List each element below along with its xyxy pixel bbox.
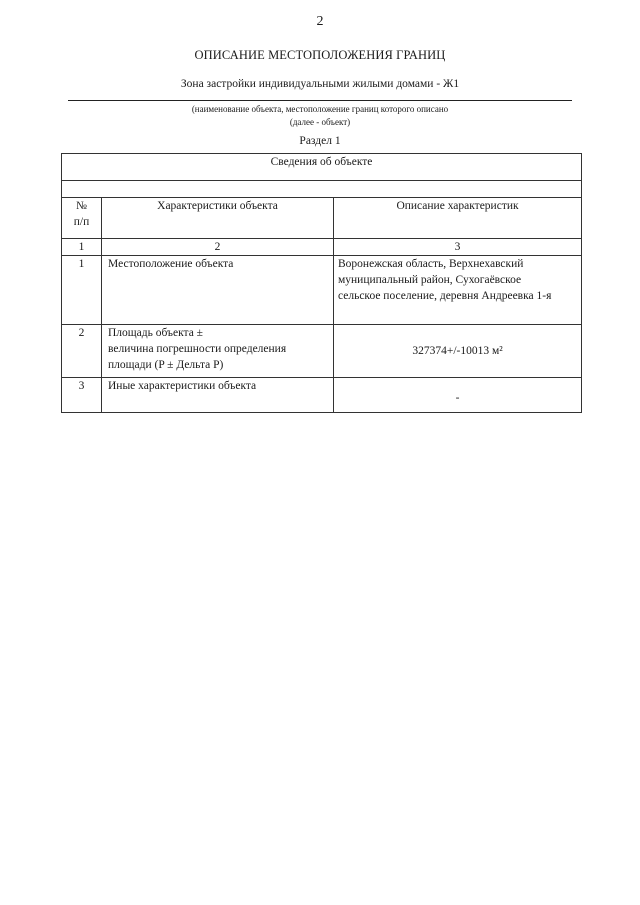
table-row <box>62 325 582 378</box>
column-header-characteristic: Характеристики объекта <box>102 198 334 239</box>
page-number: 2 <box>316 14 324 29</box>
table-row <box>62 256 582 325</box>
table-empty-row <box>62 181 582 198</box>
row-characteristic: Площадь объекта ± величина погрешности определения площади (P ± Дельта P) <box>102 325 334 378</box>
column-number: 1 <box>62 239 102 256</box>
table-header-row <box>62 198 582 239</box>
table-title-row <box>62 154 582 181</box>
row-number: 2 <box>62 325 102 378</box>
column-header-num: № п/п <box>62 198 102 239</box>
zone-name-underline <box>68 100 572 101</box>
row-number: 3 <box>62 378 102 413</box>
zone-name: Зона застройки индивидуальными жилыми домами - Ж1 <box>180 78 460 90</box>
row-description: Воронежская область, Верхнехавский муниципальный район, Сухогаёвское сельское поселение, деревня Андреевка 1-я <box>334 256 582 325</box>
object-caption-line-1: (наименование объекта, местоположение границ которого описано <box>191 104 449 114</box>
column-header-description: Описание характеристик <box>334 198 582 239</box>
column-number: 3 <box>334 239 582 256</box>
row-characteristic: Местоположение объекта <box>102 256 334 325</box>
table-empty-cell <box>62 181 582 198</box>
object-caption-line-2: (далее - объект) <box>289 117 351 127</box>
row-characteristic: Иные характеристики объекта <box>102 378 334 413</box>
column-number: 2 <box>102 239 334 256</box>
column-numbers-row <box>62 239 582 256</box>
row-number: 1 <box>62 256 102 325</box>
table-title: Сведения об объекте <box>62 154 582 181</box>
section-title: Раздел 1 <box>299 135 341 147</box>
document-title: ОПИСАНИЕ МЕСТОПОЛОЖЕНИЯ ГРАНИЦ <box>194 48 446 62</box>
row-description: - <box>334 378 582 413</box>
row-description: 327374+/-10013 м² <box>334 325 582 378</box>
table-row <box>62 378 582 413</box>
object-info-table <box>61 153 582 413</box>
